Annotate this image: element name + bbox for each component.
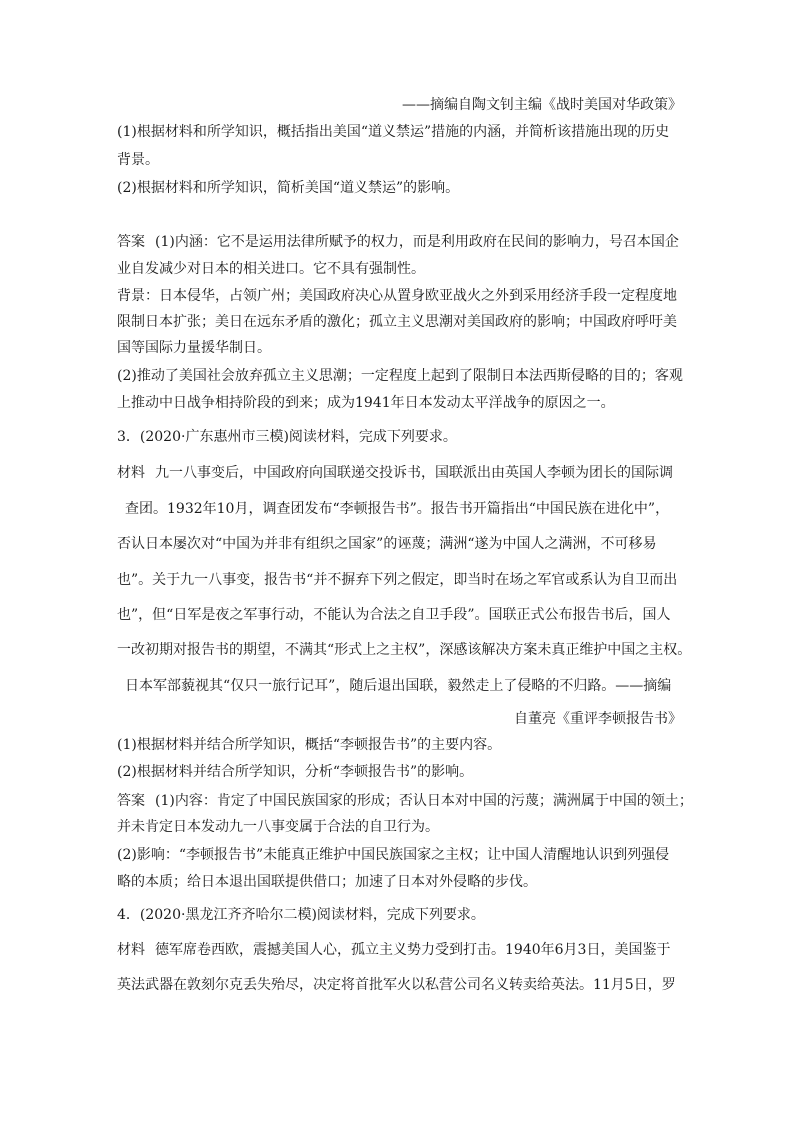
material-line: 一改初期对报告书的期望，不满其“形式上之主权”，深感该解决方案未真正维护中国之主权。 (117, 642, 692, 658)
source-citation: 自董亮《重评李顿报告书》 (514, 711, 682, 727)
material-line: 也”，但“日军是夜之军事行动，不能认为合法之自卫手段”。国联正式公布报告书后，国人 (117, 607, 671, 623)
answer-line: 并未肯定日本发动九一八事变属于合法的自卫行为。 (117, 819, 439, 835)
question-heading: 4．(2020·黑龙江齐齐哈尔二模)阅读材料，完成下列要求。 (117, 907, 485, 923)
answer-text: (1)内容：肯定了中国民族国家的形成；否认日本对中国的污蔑；满洲属于中国的领土； (155, 793, 693, 809)
question-line: (2)根据材料并结合所学知识，分析“李顿报告书”的影响。 (117, 764, 474, 780)
answer-label: 答案 (117, 234, 145, 250)
question-line: (1)根据材料并结合所学知识，概括“李顿报告书”的主要内容。 (117, 737, 502, 753)
answer-line (117, 232, 679, 252)
material-label: 材料 (117, 465, 145, 481)
answer-line: 背景：日本侵华，占领广州；美国政府决心从置身欧亚战火之外到采用经济手段一定程度地 (117, 288, 677, 304)
answer-line: 上推动中日战争相持阶段的到来；成为1941年日本发动太平洋战争的原因之一。 (117, 395, 615, 411)
answer-line: 业自发减少对日本的相关进口。它不具有强制性。 (117, 261, 425, 277)
material-text: 德军席卷西欧，震撼美国人心，孤立主义势力受到打击。1940年6月3日，美国鉴于 (155, 942, 671, 958)
material-line: 查团。1932年10月，调查团发布“李顿报告书”。报告书开篇指出“中国民族在进化中”， (125, 501, 670, 517)
answer-line: 国等国际力量援华制日。 (117, 340, 271, 356)
answer-line: 限制日本扩张；美日在远东矛盾的激化；孤立主义思潮对美国政府的影响；中国政府呼吁美 (117, 314, 677, 330)
question-line: (2)根据材料和所学知识，简析美国“道义禁运”的影响。 (117, 180, 460, 196)
material-line (117, 940, 670, 960)
answer-line (117, 791, 693, 811)
answer-text: (1)内涵：它不是运用法律所赋予的权力，而是利用政府在民间的影响力，号召本国企 (155, 234, 679, 250)
answer-line: 略的本质；给日本退出国联提供借口；加速了日本对外侵略的步伐。 (117, 874, 537, 890)
material-line: 英法武器在敦刻尔克丢失殆尽，决定将首批军火以私营公司名义转卖给英法。11月5日，罗 (117, 977, 676, 993)
source-citation: ——摘编自陶文钊主编《战时美国对华政策》 (402, 97, 682, 113)
question-line: (1)根据材料和所学知识，概括指出美国“道义禁运”措施的内涵，并简析该措施出现的历史 (117, 124, 670, 140)
material-line: 否认日本屡次对“中国为并非有组织之国家”的诬蔑；满洲“遂为中国人之满洲，不可移易 (117, 536, 657, 552)
material-text: 九一八事变后，中国政府向国联递交投诉书，国联派出由英国人李顿为团长的国际调 (155, 465, 673, 481)
answer-line: (2)推动了美国社会放弃孤立主义思潮；一定程度上起到了限制日本法西斯侵略的目的；客观 (117, 368, 683, 384)
material-label: 材料 (117, 942, 145, 958)
material-line: 日本军部藐视其“仅只一旅行记耳”，随后退出国联，毅然走上了侵略的不归路。——摘编 (125, 678, 672, 694)
answer-label: 答案 (117, 793, 145, 809)
answer-line: (2)影响：“李顿报告书”未能真正维护中国民族国家之主权；让中国人清醒地认识到列强侵 (117, 847, 670, 863)
material-line (117, 463, 673, 483)
question-heading: 3．(2020·广东惠州市三模)阅读材料，完成下列要求。 (117, 429, 457, 445)
material-line: 也”。关于九一八事变，报告书“并不摒弃下列之假定，即当时在场之军官或系认为自卫而出 (117, 572, 678, 588)
question-line: 背景。 (117, 152, 159, 168)
